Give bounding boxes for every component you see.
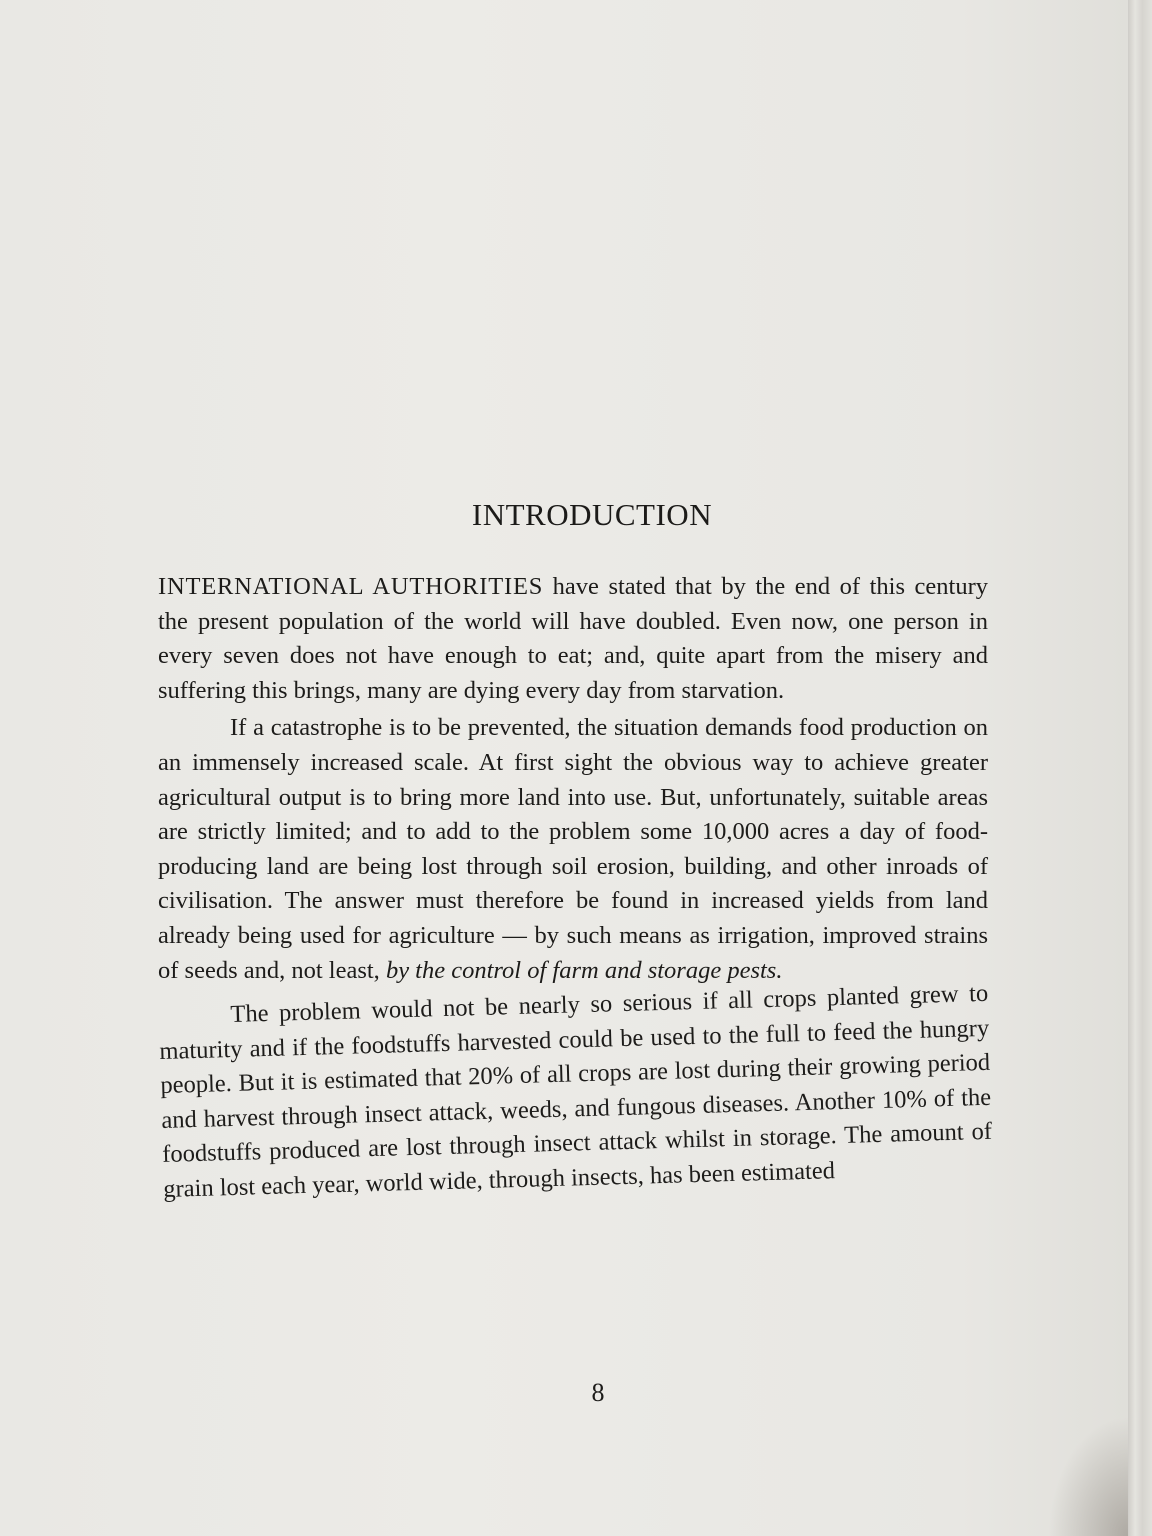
paragraph-1-lead: INTERNATIONAL AUTHORITIES	[158, 573, 544, 600]
paragraph-2	[158, 711, 988, 988]
paragraph-3-text: The problem would not be nearly so serious if all crops planted grew to maturity and if the foodstuffs harvested could be used to the full to feed the hungry people. But it is estimated that 20% of all crops are lost during their growing period and harvest through insect attack, weeds, and fungous diseases. Another 10% of the foodstuffs produced are lost through insect attack whilst in storage. The amount of grain lost each year, world wide, through insects, has been estimated	[159, 979, 993, 1204]
paragraph-1-text: have stated that by the end of this century the present population of the world will have doubled. Even now, one person in every seven does not have enough to eat; and, quite apart from the misery and suffering this brings, many are dying every day from starvation.	[158, 573, 988, 704]
page-corner-shadow	[1048, 1416, 1128, 1536]
paragraph-2-emphasis: by the control of farm and storage pests.	[385, 956, 783, 984]
page-edge	[1128, 0, 1152, 1536]
paragraph-1	[158, 570, 988, 708]
paragraph-2-text: If a catastrophe is to be prevented, the situation demands food production on an immensely increased scale. At first sight the obvious way to achieve greater agricultural output is to bring more land into use. But, unfortunately, suitable areas are strictly limited; and to add to the problem some 10,000 acres a day of food-producing land are being lost through soil erosion, building, and other inroads of civilisation. The answer must therefore be found in increased yields from land already being used for agriculture — by such means as irrigation, improved strains of seeds and, not least,	[158, 714, 988, 984]
body-text	[158, 570, 993, 1208]
chapter-heading: INTRODUCTION	[471, 497, 713, 532]
paragraph-3	[158, 977, 993, 1208]
page-number: 8	[591, 1378, 605, 1407]
